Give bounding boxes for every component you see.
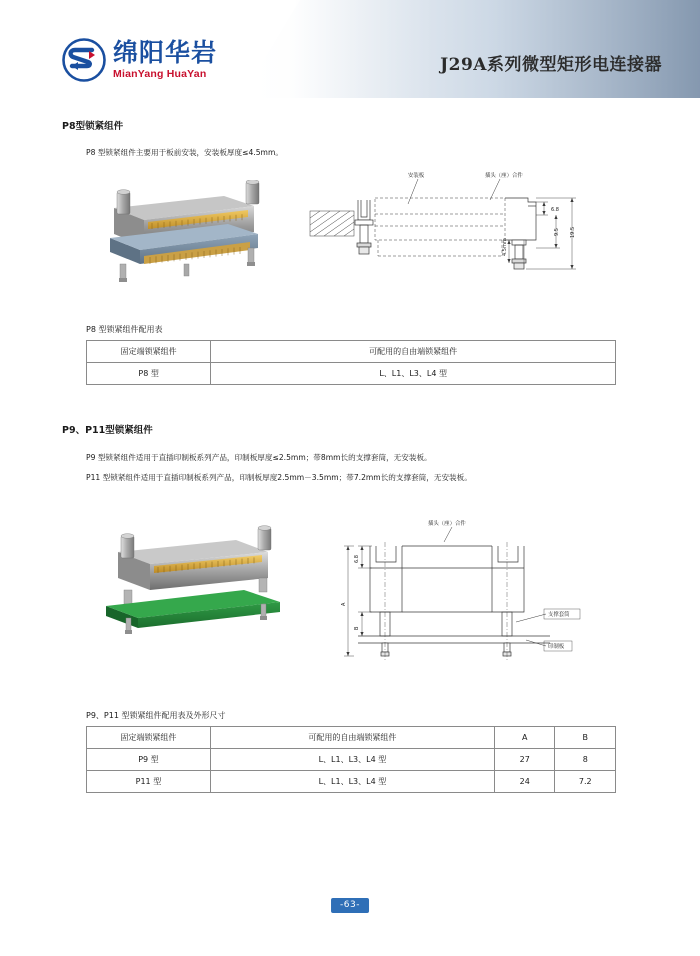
- label-pcb: 印制板: [548, 644, 565, 650]
- table-cell: L、L1、L3、L4 型: [210, 771, 494, 793]
- p9-p11-technical-drawing: [340, 516, 610, 681]
- dim-a: A: [341, 602, 347, 606]
- label-plug: 插头（座）合件: [485, 173, 523, 179]
- label-support-sleeve: 支撑套筒: [548, 612, 570, 618]
- section-2-paragraph-1: P9 型锁紧组件适用于直插印制板系列产品，印制板厚度≤2.5mm；带8mm长的支撑套筒，无安装板。: [86, 453, 432, 462]
- table-cell: L、L1、L3、L4 型: [211, 363, 616, 385]
- document-title: J29A系列微型矩形电连接器: [440, 55, 662, 75]
- table-row: [87, 363, 616, 385]
- dim-b: B: [354, 626, 360, 630]
- table-header-cell: 固定端锁紧组件: [87, 727, 211, 749]
- section-2-paragraph-2: P11 型锁紧组件适用于直插印制板系列产品，印制板厚度2.5mm－3.5mm；带7.2mm长的支撑套筒，无安装板。: [86, 473, 472, 482]
- logo-english-name: MianYang HuaYan: [113, 67, 207, 80]
- table-cell: P8 型: [87, 363, 211, 385]
- p9-p11-connector-illustration: [96, 522, 296, 657]
- p9-p11-compatibility-table: [86, 726, 616, 793]
- dim-6-8: 6.8: [551, 207, 559, 213]
- p8-technical-drawing: [300, 168, 600, 298]
- table-header-cell: B: [555, 727, 616, 749]
- dim-4-5mm: 4.5mm: [502, 238, 508, 256]
- table-cell: 7.2: [555, 771, 616, 793]
- table-header-row: [87, 341, 616, 363]
- p8-compatibility-table: [86, 340, 616, 385]
- label-plug-2: 插头（座）合件: [428, 521, 466, 527]
- section-2-table-caption: P9、P11 型锁紧组件配用表及外形尺寸: [86, 711, 226, 720]
- table-cell: 24: [495, 771, 555, 793]
- table-cell: L、L1、L3、L4 型: [210, 749, 494, 771]
- section-1-heading: P8型锁紧组件: [62, 121, 124, 132]
- page-header: [0, 0, 700, 98]
- label-mount-plate: 安装板: [408, 173, 425, 179]
- table-cell: P11 型: [87, 771, 211, 793]
- table-cell: 8: [555, 749, 616, 771]
- table-row: [87, 771, 616, 793]
- table-header-cell: 可配用的自由端锁紧组件: [211, 341, 616, 363]
- table-cell: 27: [495, 749, 555, 771]
- dim-9-5: 9.5: [554, 228, 560, 236]
- table-header-row: [87, 727, 616, 749]
- section-2-heading: P9、P11型锁紧组件: [62, 425, 153, 436]
- dim-6-8-b: 6.8: [354, 555, 360, 563]
- table-header-cell: 固定端锁紧组件: [87, 341, 211, 363]
- table-cell: P9 型: [87, 749, 211, 771]
- dim-19-5: 19.5: [570, 226, 576, 238]
- section-1-paragraph: P8 型锁紧组件主要用于板前安装，安装板厚度≤4.5mm。: [86, 148, 283, 157]
- page-number-badge: -63-: [331, 898, 369, 913]
- table-header-cell: A: [495, 727, 555, 749]
- section-1-table-caption: P8 型锁紧组件配用表: [86, 325, 163, 334]
- table-header-cell: 可配用的自由端锁紧组件: [210, 727, 494, 749]
- company-logo: [62, 38, 217, 82]
- table-row: [87, 749, 616, 771]
- huayan-arrow-logo-icon: [62, 38, 106, 82]
- p8-connector-illustration: [96, 180, 286, 300]
- logo-chinese-name: 绵阳华岩: [113, 38, 218, 68]
